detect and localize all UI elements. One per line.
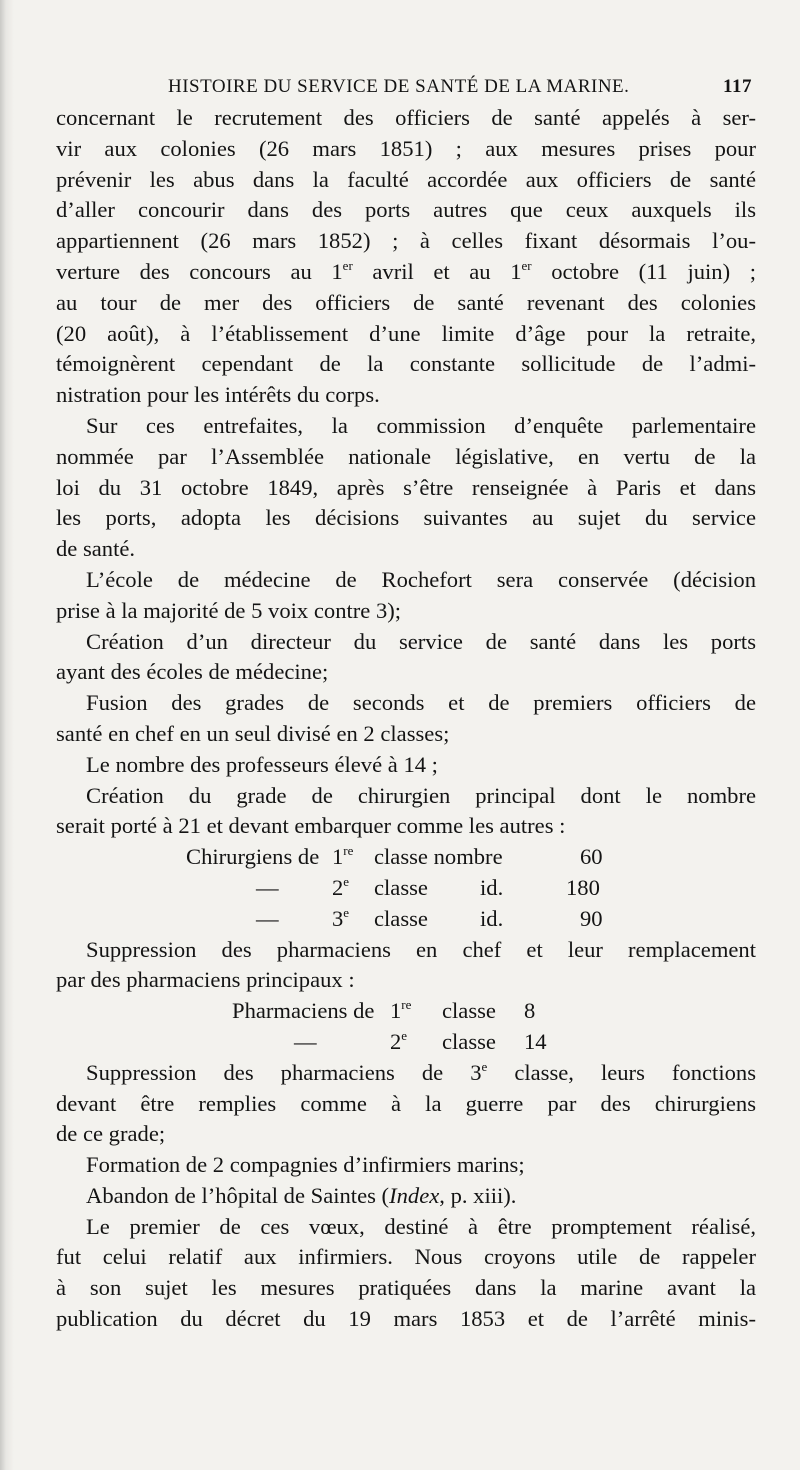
table-ordinal: 1re	[332, 843, 354, 870]
table-ordinal: 3e	[332, 904, 350, 931]
text-line: Le nombre des professeurs élevé à 14 ;	[86, 751, 438, 777]
text-line: serait porté à 21 et devant embarquer comme les autres :	[56, 813, 566, 839]
text-line: d’aller concourir dans des ports autres que ceux auxquels ils	[56, 197, 756, 223]
surgeons-table-row	[56, 904, 756, 935]
table-id: id.	[480, 905, 504, 931]
pharmacists-table-row	[56, 1027, 756, 1058]
body-text	[56, 103, 756, 1335]
running-title: HISTOIRE DU SERVICE DE SANTÉ DE LA MARINE.	[168, 76, 630, 97]
page-number: 117	[723, 76, 752, 97]
table-label: —	[256, 905, 279, 931]
table-class: classe	[374, 905, 428, 931]
table-number: 180	[566, 874, 600, 900]
text-line: concernant le recrutement des officiers de santé appelés à ser-	[56, 105, 756, 130]
text-line: L’école de médecine de Rochefort sera conservée (décision	[86, 566, 756, 592]
table-class: classe	[442, 998, 496, 1024]
table-label: Chirurgiens de	[186, 844, 320, 870]
table-ordinal: 2e	[390, 1027, 408, 1054]
surgeons-table-row	[56, 873, 756, 904]
page-binding-edge	[0, 0, 14, 1470]
table-number: 14	[524, 1028, 547, 1054]
surgeons-table-row	[56, 842, 756, 873]
text-line: prévenir les abus dans la faculté accordée aux officiers de santé	[56, 166, 756, 192]
running-header	[56, 72, 756, 102]
table-label: Pharmaciens de	[232, 998, 375, 1024]
text-line: Suppression des pharmaciens de 3e classe, leurs fonctions	[86, 1058, 756, 1085]
table-class: classe	[374, 874, 428, 900]
text-line: Formation de 2 compagnies d’infirmiers marins;	[86, 1152, 525, 1178]
table-number: 8	[524, 998, 536, 1024]
table-class: classe	[442, 1028, 496, 1054]
text-line: nistration pour les intérêts du corps.	[56, 382, 380, 408]
text-line: à son sujet les mesures pratiquées dans la marine avant la	[56, 1275, 756, 1301]
document-page	[56, 0, 756, 1470]
text-line: appartiennent (26 mars 1852) ; à celles fixant désormais l’ou-	[56, 228, 756, 254]
text-line: au tour de mer des officiers de santé revenant des colonies	[56, 289, 756, 315]
text-line: de ce grade;	[56, 1121, 166, 1147]
table-label: —	[256, 874, 279, 900]
text-line: verture des concours au 1er avril et au 1er octobre (11 juin) ;	[56, 257, 756, 284]
table-label: —	[294, 1028, 317, 1054]
text-line: de santé.	[56, 536, 136, 562]
text-line: Le premier de ces vœux, destiné à être promptement réalisé,	[86, 1213, 756, 1239]
text-line: vir aux colonies (26 mars 1851) ; aux mesures prises pour	[56, 135, 756, 161]
table-number: 60	[580, 844, 603, 870]
text-line: prise à la majorité de 5 voix contre 3);	[56, 597, 402, 623]
text-line: témoignèrent cependant de la constante sollicitude de l’admi-	[56, 351, 756, 377]
text-line: santé en chef en un seul divisé en 2 classes;	[56, 720, 450, 746]
text-line: publication du décret du 19 mars 1853 et de l’arrêté minis-	[56, 1306, 756, 1332]
text-line: loi du 31 octobre 1849, après s’être renseignée à Paris et dans	[56, 474, 756, 500]
table-ordinal: 1re	[390, 997, 412, 1024]
text-line: fut celui relatif aux infirmiers. Nous croyons utile de rappeler	[56, 1244, 756, 1270]
text-line: les ports, adopta les décisions suivantes au sujet du service	[56, 505, 756, 531]
table-class: classe nombre	[374, 844, 503, 870]
text-line: Création du grade de chirurgien principal dont le nombre	[86, 782, 756, 808]
text-line: Abandon de l’hôpital de Saintes (Index, p. xiii).	[86, 1182, 517, 1208]
text-line: ayant des écoles de médecine;	[56, 659, 329, 685]
text-line: Suppression des pharmaciens en chef et leur remplacement	[86, 936, 756, 962]
pharmacists-table-row	[56, 996, 756, 1027]
table-number: 90	[580, 905, 603, 931]
text-line: (20 août), à l’établissement d’une limite d’âge pour la retraite,	[56, 320, 756, 346]
table-ordinal: 2e	[332, 873, 350, 900]
text-line: Sur ces entrefaites, la commission d’enquête parlementaire	[86, 412, 756, 438]
text-line: nommée par l’Assemblée nationale législative, en vertu de la	[56, 443, 756, 469]
table-id: id.	[480, 874, 504, 900]
text-line: Fusion des grades de seconds et de premiers officiers de	[86, 690, 756, 716]
text-line: par des pharmaciens principaux :	[56, 967, 355, 993]
text-line: devant être remplies comme à la guerre par des chirurgiens	[56, 1090, 756, 1116]
text-line: Création d’un directeur du service de santé dans les ports	[86, 628, 756, 654]
